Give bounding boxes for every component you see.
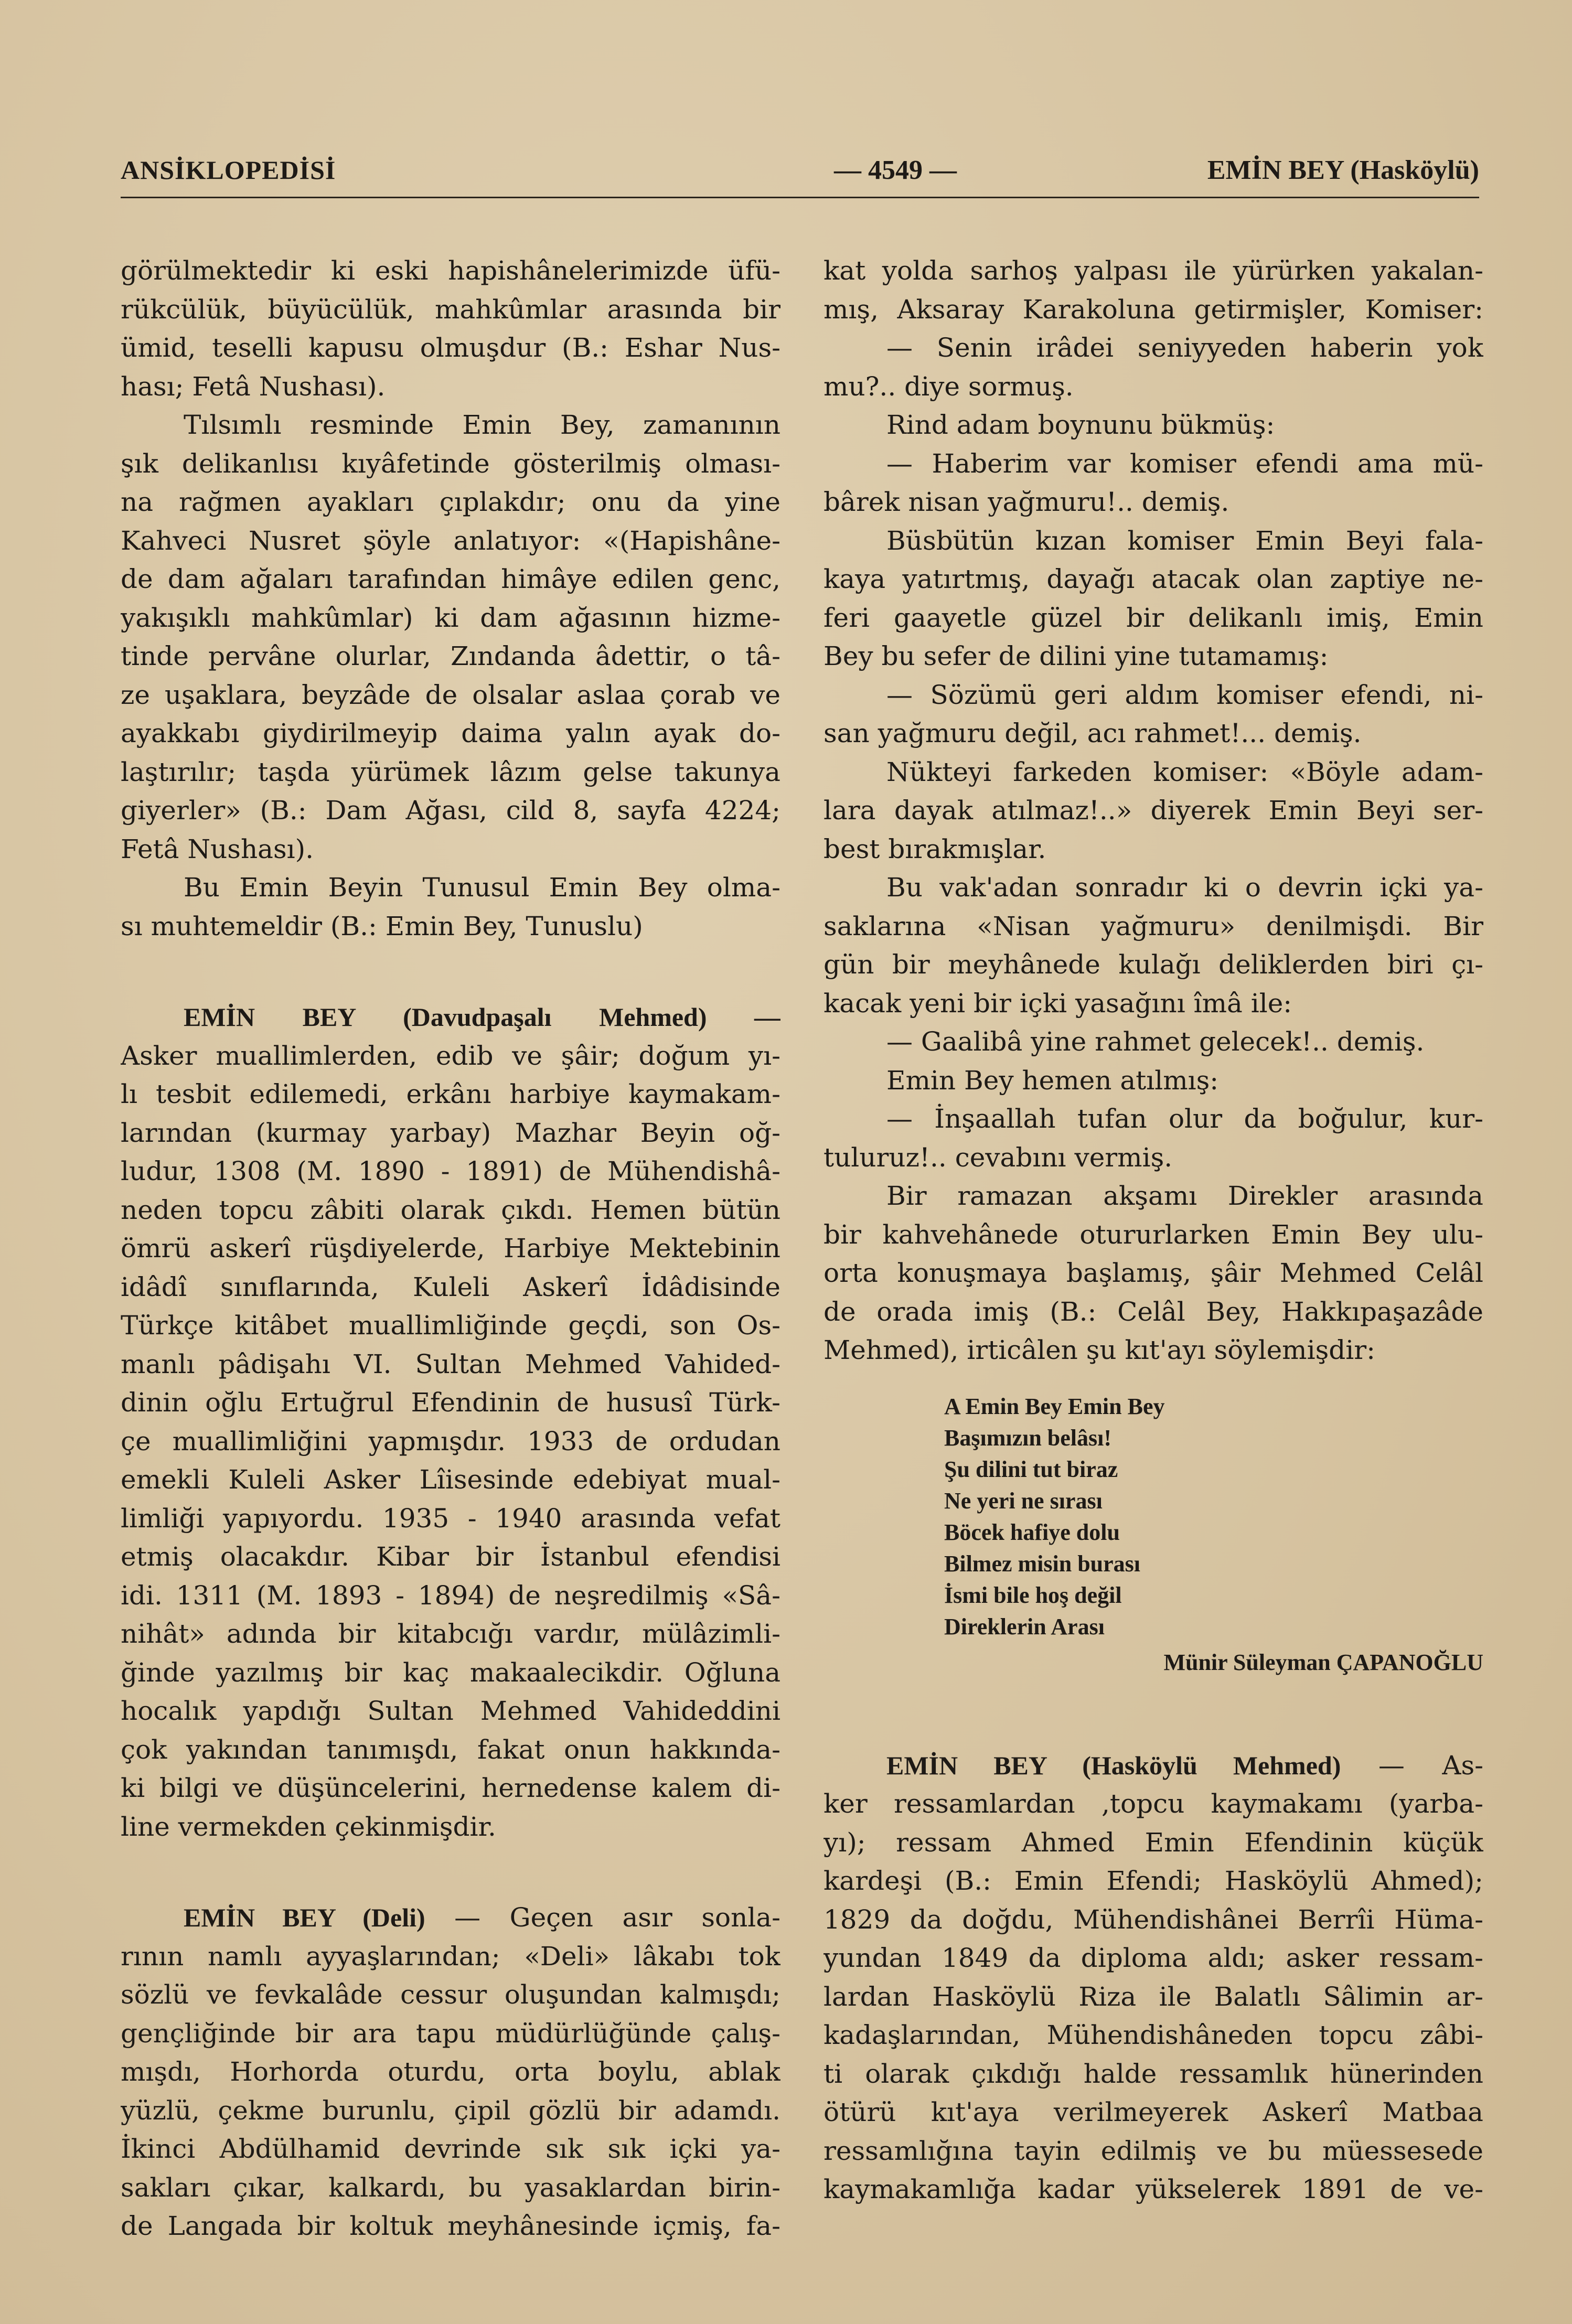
text-line: rükcülük, büyücülük, mahkûmlar arasında bir (121, 294, 780, 325)
text-line: best bırakmışlar. (824, 833, 1046, 864)
text-line: hocalık yapdığı Sultan Mehmed Vahideddini (121, 1696, 780, 1726)
poem-signature: Münir Süleyman ÇAPANOĞLU (1163, 1649, 1483, 1675)
text-line: gün bir meyhânede kulağı deliklerden biri çı- (824, 949, 1483, 980)
text-line: ker ressamlardan ,topcu kaymakamı (yarba- (824, 1788, 1483, 1819)
poem-line: Ne yeri ne sırası (944, 1487, 1103, 1514)
text-line: yundan 1849 da diploma aldı; asker ressam- (824, 1943, 1483, 1973)
text-line: görülmektedir ki eski hapishânelerimizde üfü- (121, 255, 780, 286)
poem-line: Bilmez misin burası (944, 1550, 1141, 1577)
text-line: İkinci Abdülhamid devrinde sık sık içki ya- (121, 2134, 780, 2164)
text-line: feri gaayetle güzel bir delikanlı imiş, Emin (824, 602, 1483, 633)
text-line: lı tesbit edilemedi, erkânı harbiye kaymakam- (121, 1079, 780, 1109)
page-header (121, 155, 1479, 191)
text-line: Tılsımlı resminde Emin Bey, zamanının (184, 410, 780, 440)
text-line: yı); ressam Ahmed Emin Efendinin küçük (824, 1827, 1483, 1858)
text-line: Kahveci Nusret şöyle anlatıyor: «(Hapishâne- (121, 525, 780, 556)
text-line: mu?.. diye sormuş. (824, 371, 1074, 402)
text-line: mışdı, Horhorda oturdu, orta boylu, ablak (121, 2057, 780, 2087)
text-line: etmiş olacakdır. Kibar bir İstanbul efendisi (121, 1541, 780, 1572)
text-line: ayakkabı giydirilmeyip daima yalın ayak do- (121, 718, 780, 748)
running-head-right: EMİN BEY (Hasköylü) (1207, 155, 1479, 185)
text-line: ötürü kıt'aya verilmeyerek Askerî Matbaa (824, 2097, 1483, 2127)
poem-line: Başımızın belâsı! (944, 1425, 1112, 1451)
paragraph (824, 869, 1483, 1023)
page-number: — 4549 — (834, 155, 957, 185)
poem-line: Şu dilini tut biraz (944, 1456, 1118, 1482)
running-head-left: ANSİKLOPEDİSİ (121, 155, 336, 185)
text-line: kacak yeni bir içki yasağını îmâ ile: (824, 988, 1292, 1019)
paragraph (824, 252, 1483, 329)
entry-body (121, 1937, 780, 2246)
text-line: de dam ağaları tarafından himâye edilen genc, (121, 564, 780, 594)
header-rule (121, 197, 1479, 198)
text-line: nihât» adında bir kitabcığı vardır, mülâzimli- (121, 1619, 780, 1649)
text-line: idi. 1311 (M. 1893 - 1894) de neşredilmiş «Sâ- (121, 1580, 780, 1611)
entry-heading: EMİN BEY (Davudpaşalı Mehmed) — (184, 1002, 780, 1032)
text-line: çe muallimliğini yapmışdır. 1933 de ordudan (121, 1426, 780, 1456)
text-line: — Senin irâdei seniyyeden haberin yok (886, 333, 1483, 363)
text-line: Mehmed), irticâlen şu kıt'ayı söylemişdir: (824, 1335, 1375, 1365)
dialogue (824, 406, 1483, 445)
text-line: idâdî sınıflarında, Kuleli Askerî İdâdisinde (121, 1271, 780, 1302)
entry-body (824, 1785, 1483, 2209)
text-line: rının namlı ayyaşlarından; «Deli» lâkabı tok (121, 1941, 780, 1972)
text-line: tuluruz!.. cevabını vermiş. (824, 1142, 1173, 1173)
text-line: şık delikanlısı kıyâfetinde gösterilmiş olması- (121, 448, 780, 479)
entry-heading: EMİN BEY (Deli) — Geçen asır sonla- (184, 1902, 780, 1933)
text-line: orta konuşmaya başlamış, şâir Mehmed Celâl (824, 1258, 1483, 1288)
paragraph (824, 522, 1483, 676)
text-line: Bu Emin Beyin Tunusul Emin Bey olma- (184, 872, 780, 903)
poem-line: İsmi bile hoş değil (944, 1582, 1122, 1608)
dialogue (824, 1100, 1483, 1177)
text-line: Büsbütün kızan komiser Emin Beyi fala- (886, 525, 1483, 556)
poem (824, 1391, 1483, 1678)
text-line: sözlü ve fevkalâde cessur oluşundan kalmışdı; (121, 1979, 780, 2010)
poem-line: Böcek hafiye dolu (944, 1519, 1120, 1545)
text-line: Fetâ Nushası). (121, 833, 314, 864)
text-line: de Langada bir koltuk meyhânesinde içmiş, fa- (121, 2211, 780, 2241)
entry-heading: EMİN BEY (Hasköylü Mehmed) — As- (886, 1750, 1483, 1781)
text-line: laştırılır; taşda yürümek lâzım gelse takunya (121, 756, 780, 787)
text-line: yüzlü, çekme burunlu, çipil gözlü bir adamdı. (121, 2095, 780, 2126)
text-line: ki bilgi ve düşüncelerini, hernedense kalem di- (121, 1773, 780, 1803)
text-line: limliği yapıyordu. 1935 - 1940 arasında vefat (121, 1503, 780, 1534)
text-line: manlı pâdişahı VI. Sultan Mehmed Vahided- (121, 1348, 780, 1379)
text-line: — İnşaallah tufan olur da boğulur, kur- (886, 1104, 1483, 1134)
text-line: kaymakamlığa kadar yükselerek 1891 de ve- (824, 2174, 1483, 2204)
text-line: kardeşi (B.: Emin Efendi; Hasköylü Ahmed); (824, 1866, 1483, 1896)
text-line: hası; Fetâ Nushası). (121, 371, 386, 402)
left-column (121, 252, 780, 2246)
text-line: san yağmuru değil, acı rahmet!... demiş. (824, 718, 1362, 748)
text-line: sakları çıkar, kalkardı, bu yasaklardan birin- (121, 2172, 780, 2203)
text-line: Nükteyi farkeden komiser: «Böyle adam- (886, 756, 1483, 787)
text-line: sı muhtemeldir (B.: Emin Bey, Tunuslu) (121, 911, 643, 941)
paragraph (824, 1177, 1483, 1370)
text-line: — Haberim var komiser efendi ama mü- (886, 448, 1483, 479)
dialogue (824, 329, 1483, 406)
paragraph (824, 753, 1483, 869)
text-line: na rağmen ayakları çıplakdır; onu da yine (121, 487, 780, 517)
text-line: tinde pervâne olurlar, Zındanda âdettir, o tâ- (121, 641, 780, 671)
paragraph (121, 869, 780, 946)
text-line: Bu vak'adan sonradır ki o devrin içki ya- (886, 872, 1483, 903)
right-column (824, 252, 1483, 2209)
text-line: — Sözümü geri aldım komiser efendi, ni- (886, 679, 1483, 710)
text-line: ti olarak çıkdığı halde ressamlık hünerinden (824, 2058, 1483, 2089)
text-line: saklarına «Nisan yağmuru» denilmişdi. Bir (824, 911, 1483, 941)
entry-body (121, 1037, 780, 1847)
dialogue (824, 1023, 1483, 1062)
text-line: ğinde yazılmış bir kaç makaalecikdir. Oğluna (121, 1657, 780, 1688)
text-line: line vermekden çekinmişdir. (121, 1811, 496, 1842)
text-line: Türkçe kitâbet muallimliğinde geçdi, son Os- (121, 1310, 780, 1341)
dialogue (824, 445, 1483, 522)
text-line: Rind adam boynunu bükmüş: (886, 410, 1275, 440)
text-line: Bey bu sefer de dilini yine tutamamış: (824, 641, 1329, 671)
text-line: ressamlığına tayin edilmiş ve bu müessesede (824, 2135, 1483, 2166)
text-line: lara dayak atılmaz!..» diyerek Emin Beyi ser- (824, 795, 1483, 826)
text-line: ze uşaklara, beyzâde de olsalar aslaa çorab ve (121, 679, 780, 710)
text-line: Asker muallimlerden, edib ve şâir; doğum yı- (121, 1040, 780, 1071)
poem-line: Direklerin Arası (944, 1613, 1105, 1640)
text-line: bârek nisan yağmuru!.. demiş. (824, 487, 1229, 517)
text-line: bir kahvehânede otururlarken Emin Bey ulu- (824, 1219, 1483, 1250)
text-line: çok yakından tanımışdı, fakat onun hakkında- (121, 1734, 780, 1765)
text-line: dinin oğlu Ertuğrul Efendinin de hususî Türk- (121, 1387, 780, 1418)
text-line: ludur, 1308 (M. 1890 - 1891) de Mühendishâ- (121, 1156, 780, 1186)
poem-line: A Emin Bey Emin Bey (944, 1393, 1165, 1419)
dialogue (824, 1062, 1483, 1100)
text-line: giyerler» (B.: Dam Ağası, cild 8, sayfa 4224; (121, 795, 780, 826)
text-line: 1829 da doğdu, Mühendishânei Berrîi Hüma- (824, 1904, 1483, 1935)
text-line: de orada imiş (B.: Celâl Bey, Hakkıpaşazâde (824, 1296, 1483, 1327)
paragraph (121, 406, 780, 869)
text-line: mış, Aksaray Karakoluna getirmişler, Komiser: (824, 294, 1483, 325)
text-line: emekli Kuleli Asker Lîisesinde edebiyat mual- (121, 1464, 780, 1495)
paragraph (121, 252, 780, 406)
text-line: Bir ramazan akşamı Direkler arasında (886, 1181, 1483, 1211)
text-line: — Gaalibâ yine rahmet gelecek!.. demiş. (886, 1026, 1425, 1057)
text-line: lardan Hasköylü Riza ile Balatlı Sâlimin ar- (824, 1981, 1483, 2012)
text-line: kaya yatırtmış, dayağı atacak olan zaptiye ne- (824, 564, 1483, 594)
text-line: kadaşlarından, Mühendishâneden topcu zâbi- (824, 2020, 1483, 2050)
text-line: gençliğinde bir ara tapu müdürlüğünde çalış- (121, 2018, 780, 2049)
text-line: kat yolda sarhoş yalpası ile yürürken yakalan- (824, 255, 1483, 286)
text-line: Emin Bey hemen atılmış: (886, 1065, 1219, 1096)
text-line: neden topcu zâbiti olarak çıkdı. Hemen bütün (121, 1194, 780, 1225)
text-line: ümid, teselli kapusu olmuşdur (B.: Eshar Nus- (121, 333, 780, 363)
dialogue (824, 676, 1483, 753)
text-line: ömrü askerî rüşdiyelerde, Harbiye Mektebinin (121, 1233, 780, 1263)
text-line: yakışıklı mahkûmlar) ki dam ağasının hizme- (121, 602, 780, 633)
text-line: larından (kurmay yarbay) Mazhar Beyin oğ- (121, 1117, 780, 1148)
